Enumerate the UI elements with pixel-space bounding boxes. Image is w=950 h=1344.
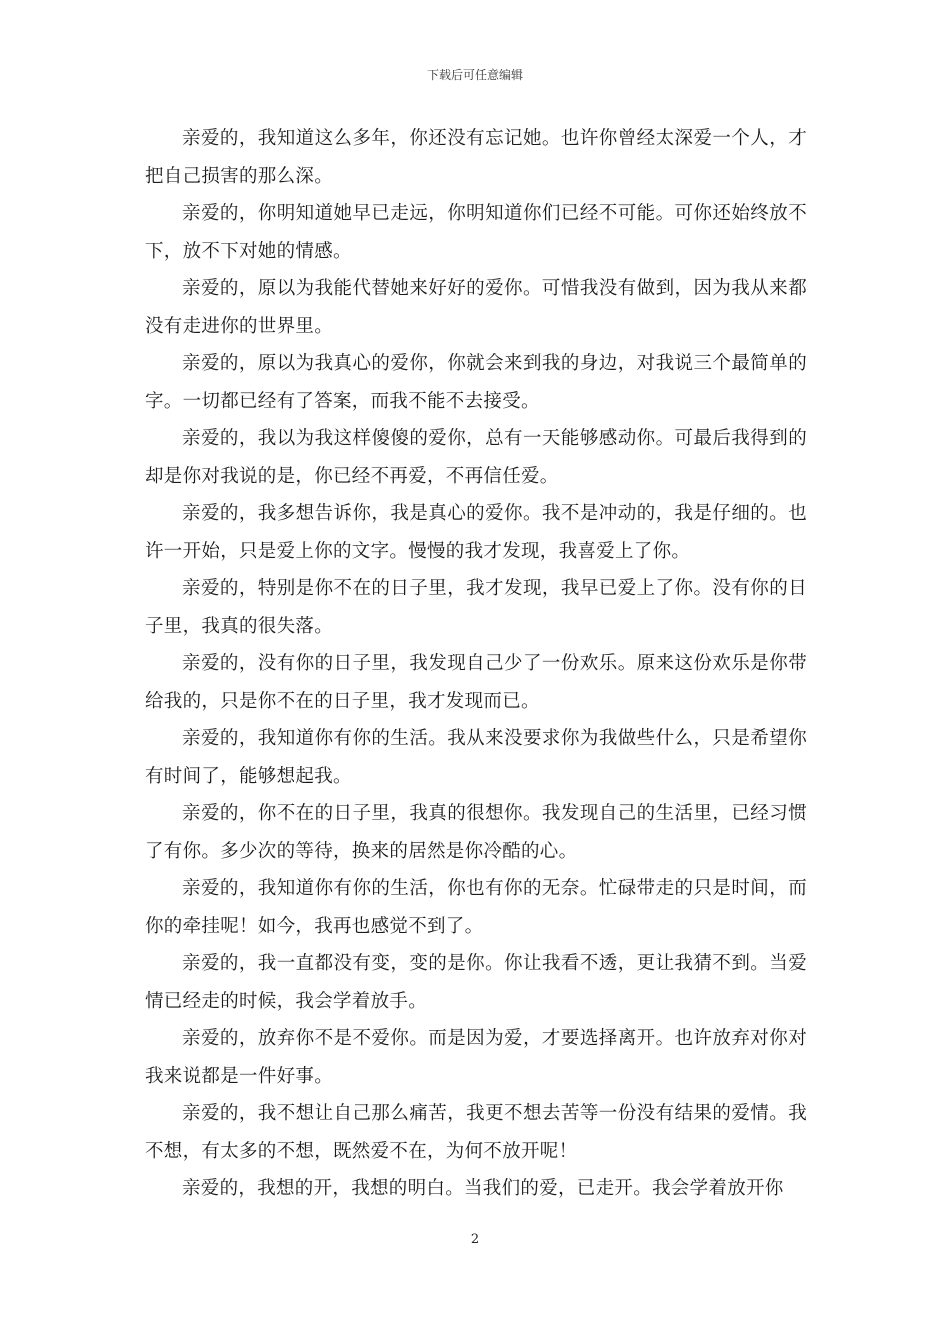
paragraph: 亲爱的，我一直都没有变，变的是你。你让我看不透，更让我猜不到。当爱情已经走的时候，我会学着放手。 xyxy=(145,953,807,1012)
paragraph: 亲爱的，我多想告诉你，我是真心的爱你。我不是冲动的，我是仔细的。也许一开始，只是爱上你的文字。慢慢的我才发现，我喜爱上了你。 xyxy=(145,503,807,562)
paragraph: 亲爱的，我知道这么多年，你还没有忘记她。也许你曾经太深爱一个人，才把自己损害的那么深。 xyxy=(145,128,807,187)
paragraph: 亲爱的，你明知道她早已走远，你明知道你们已经不可能。可你还始终放不下，放不下对她的情感。 xyxy=(145,203,807,262)
paragraph: 亲爱的，特别是你不在的日子里，我才发现，我早已爱上了你。没有你的日子里，我真的很失落。 xyxy=(145,578,807,637)
paragraph: 亲爱的，我知道你有你的生活。我从来没要求你为我做些什么，只是希望你有时间了，能够想起我。 xyxy=(145,728,807,787)
paragraph: 亲爱的，放弃你不是不爱你。而是因为爱，才要选择离开。也许放弃对你对我来说都是一件好事。 xyxy=(145,1028,807,1087)
paragraph: 亲爱的，你不在的日子里，我真的很想你。我发现自己的生活里，已经习惯了有你。多少次的等待，换来的居然是你冷酷的心。 xyxy=(145,803,807,862)
paragraph: 亲爱的，我以为我这样傻傻的爱你，总有一天能够感动你。可最后我得到的却是你对我说的是，你已经不再爱，不再信任爱。 xyxy=(145,428,807,487)
paragraph: 亲爱的，原以为我能代替她来好好的爱你。可惜我没有做到，因为我从来都没有走进你的世界里。 xyxy=(145,278,807,337)
page-header: 下载后可任意编辑 xyxy=(426,68,523,82)
paragraph: 亲爱的，没有你的日子里，我发现自己少了一份欢乐。原来这份欢乐是你带给我的，只是你不在的日子里，我才发现而已。 xyxy=(145,653,807,712)
paragraph: 亲爱的，我想的开，我想的明白。当我们的爱，已走开。我会学着放开你 xyxy=(182,1178,784,1199)
paragraph: 亲爱的，原以为我真心的爱你，你就会来到我的身边，对我说三个最简单的字。一切都已经有了答案，而我不能不去接受。 xyxy=(145,353,807,412)
page-number: 2 xyxy=(470,1232,480,1247)
paragraph: 亲爱的，我不想让自己那么痛苦，我更不想去苦等一份没有结果的爱情。我不想，有太多的不想，既然爱不在，为何不放开呢！ xyxy=(145,1103,807,1162)
document-body xyxy=(145,120,807,1208)
paragraph: 亲爱的，我知道你有你的生活，你也有你的无奈。忙碌带走的只是时间，而你的牵挂呢！如今，我再也感觉不到了。 xyxy=(145,878,807,937)
